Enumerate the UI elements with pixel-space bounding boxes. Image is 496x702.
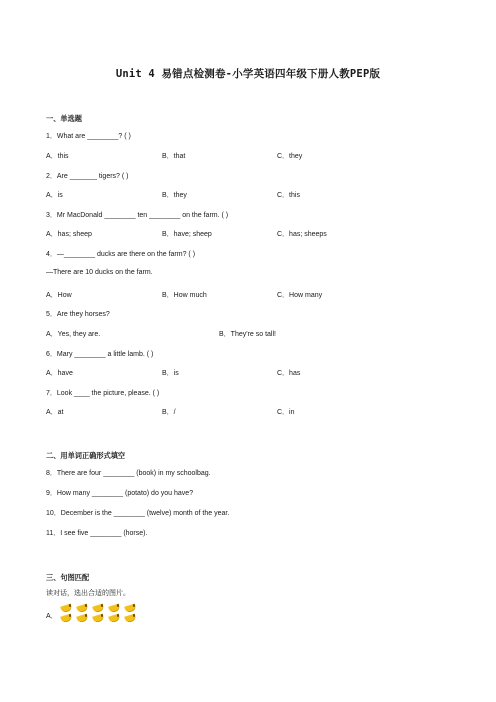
- question-10: 10．December is the ________ (twelve) month of the year.: [46, 510, 230, 517]
- question-3: 3．Mr MacDonald ________ ten ________ on the farm. ( ): [46, 212, 229, 219]
- q6-option-a[interactable]: A．have: [46, 370, 73, 377]
- q3-option-c[interactable]: C．has; sheeps: [277, 231, 327, 238]
- q3-option-a[interactable]: A．has; sheep: [46, 231, 92, 238]
- q5-option-b[interactable]: B．They're so tall!: [219, 331, 276, 338]
- question-8: 8．There are four ________ (book) in my schoolbag.: [46, 470, 211, 477]
- section-heading-3: 三、句图匹配: [46, 573, 90, 582]
- q7-option-b[interactable]: B．/: [162, 409, 176, 416]
- question-4: 4．—________ ducks are there on the farm? ( ): [46, 251, 196, 258]
- question-11: 11．I see five ________ (horse).: [46, 530, 148, 537]
- q1-option-c[interactable]: C．they: [277, 153, 303, 160]
- section-heading-2: 二、用单词正确形式填空: [46, 451, 126, 460]
- q5-option-a[interactable]: A．Yes, they are.: [46, 331, 101, 338]
- question-2: 2．Are _______ tigers? ( ): [46, 173, 129, 180]
- q1-option-a[interactable]: A．this: [46, 153, 69, 160]
- q7-option-c[interactable]: C．in: [277, 409, 295, 416]
- q7-option-a[interactable]: A．at: [46, 409, 64, 416]
- page-title: Unit 4 易错点检测卷-小学英语四年级下册人教PEP版: [115, 68, 381, 80]
- question-6: 6．Mary ________ a little lamb. ( ): [46, 351, 154, 358]
- q2-option-a[interactable]: A．is: [46, 192, 63, 199]
- q2-option-b[interactable]: B．they: [162, 192, 187, 199]
- question-4-response: —There are 10 ducks on the farm.: [46, 269, 153, 276]
- q6-option-b[interactable]: B．is: [162, 370, 179, 377]
- section-3-instruction: 读对话，选出合适的图片。: [46, 589, 130, 597]
- q4-option-c[interactable]: C．How many: [277, 292, 323, 299]
- question-7: 7．Look ____ the picture, please. ( ): [46, 390, 160, 397]
- question-5: 5．Are they horses?: [46, 311, 110, 318]
- q1-option-b[interactable]: B．that: [162, 153, 186, 160]
- section-heading-1: 一、单选题: [46, 114, 82, 123]
- option-a-label: A．: [46, 613, 58, 620]
- question-1: 1．What are ________? ( ): [46, 133, 131, 140]
- q4-option-b[interactable]: B．How much: [162, 292, 207, 299]
- q6-option-c[interactable]: C．has: [277, 370, 301, 377]
- question-9: 9．How many ________ (potato) do you have?: [46, 490, 194, 497]
- q4-option-a[interactable]: A．How: [46, 292, 72, 299]
- q2-option-c[interactable]: C．this: [277, 192, 300, 199]
- q3-option-b[interactable]: B．have; sheep: [162, 231, 212, 238]
